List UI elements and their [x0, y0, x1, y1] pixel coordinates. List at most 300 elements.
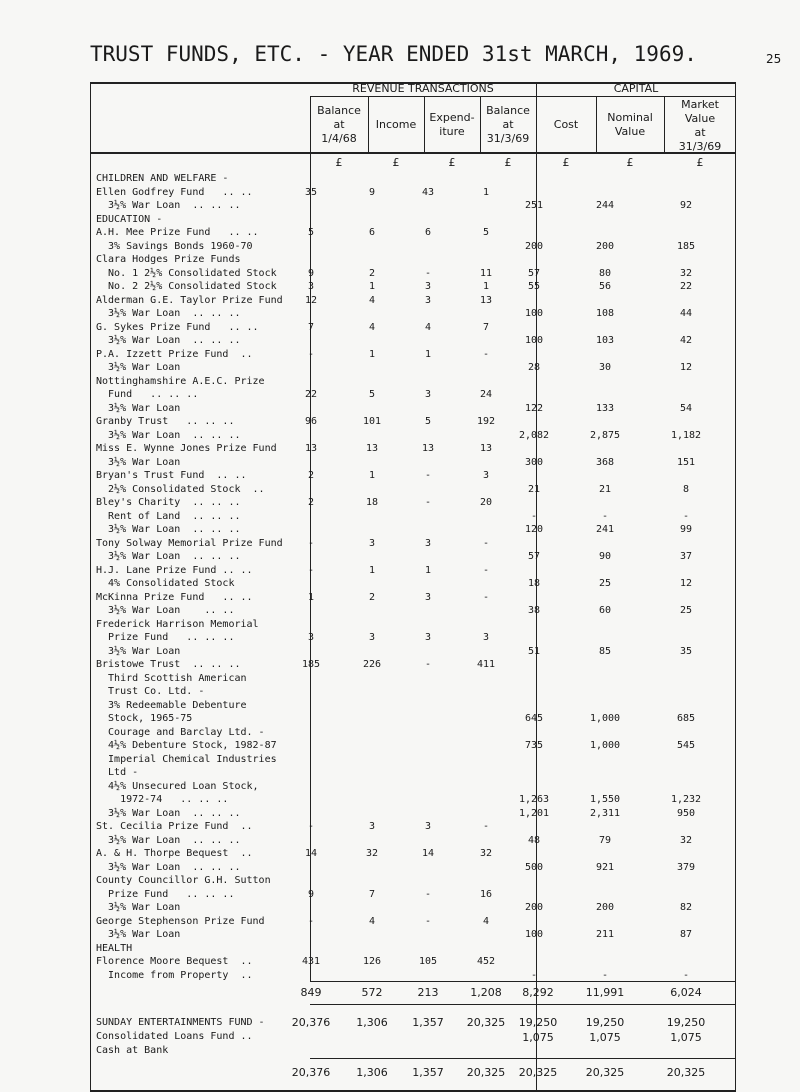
row-value: 32	[365, 848, 379, 859]
table-row	[0, 429, 736, 443]
row-value: 1,000	[589, 713, 621, 724]
row-value: 1,550	[589, 794, 621, 805]
column-header	[368, 118, 424, 132]
row-label: P.A. Izzett Prize Fund ..	[96, 348, 253, 360]
row-label: 3% Savings Bonds 1960-70	[96, 240, 253, 252]
row-value: 379	[676, 861, 696, 873]
row-value: 545	[676, 740, 696, 751]
row-value: 1,263	[518, 794, 550, 805]
table-row	[0, 348, 736, 362]
row-value: 32	[479, 848, 493, 859]
sunday-value: 1,075	[522, 1031, 554, 1044]
row-value: 56	[598, 281, 612, 292]
row-value: 1	[368, 470, 376, 481]
row-label: Ellen Godfrey Fund .. ..	[96, 186, 253, 198]
row-value: 57	[527, 551, 541, 562]
table-row	[0, 213, 736, 227]
row-label: Fund .. .. ..	[96, 389, 199, 400]
table-row	[0, 577, 736, 591]
row-label: Bryan's Trust Fund .. ..	[96, 470, 247, 481]
row-value: 43	[421, 186, 435, 198]
row-label: 3½% War Loan	[96, 929, 181, 940]
table-row	[0, 172, 736, 186]
page-number: 25	[766, 52, 782, 66]
table-row	[0, 766, 736, 780]
column-header-line: 1/4/68	[321, 132, 357, 145]
row-label: 4% Consolidated Stock	[96, 578, 235, 589]
row-label: 2½% Consolidated Stock ..	[96, 483, 265, 495]
row-value: 14	[304, 848, 318, 859]
column-header	[536, 118, 596, 132]
header-group-rule	[310, 96, 736, 97]
row-value: 100	[524, 929, 544, 940]
table-row	[0, 334, 736, 348]
row-label: Third Scottish American	[96, 672, 247, 684]
total-value: 1,208	[470, 986, 502, 999]
row-value: 211	[595, 929, 615, 940]
table-row	[0, 442, 736, 456]
row-value: 96	[304, 416, 318, 427]
table-row	[0, 753, 736, 767]
total-value: 8,292	[522, 986, 554, 999]
row-value: 200	[595, 902, 615, 913]
row-value: -	[424, 470, 432, 481]
row-label: Imperial Chemical Industries	[96, 753, 277, 765]
row-value: 20	[479, 497, 493, 508]
row-label: 3½% War Loan .. ..	[96, 605, 235, 616]
row-value: 735	[524, 740, 544, 751]
row-value: 25	[679, 605, 693, 616]
sunday-total-top-rule	[310, 1058, 736, 1059]
row-value: 6	[368, 227, 376, 238]
row-value: 9	[368, 186, 376, 198]
column-header-line: at	[694, 126, 706, 139]
row-value: 13	[479, 443, 493, 454]
consolidated-loans-label: Consolidated Loans Fund ..	[96, 1031, 253, 1042]
row-value: -	[307, 564, 315, 576]
table-row	[0, 591, 736, 605]
row-value: 11	[479, 267, 493, 279]
row-label: 4½% Debenture Stock, 1982-87	[96, 740, 277, 751]
table-row	[0, 861, 736, 875]
row-label: Income from Property ..	[96, 969, 253, 981]
row-value: 12	[679, 362, 693, 373]
row-value: 54	[679, 402, 693, 414]
row-label: Rent of Land .. .. ..	[96, 510, 241, 522]
row-value: 1	[482, 186, 490, 198]
row-value: 122	[524, 402, 544, 414]
column-header-line: at	[502, 118, 514, 131]
row-value: 3	[368, 821, 376, 832]
currency-symbol: £	[392, 156, 400, 169]
table-row	[0, 645, 736, 659]
column-header-line: Balance	[486, 104, 530, 117]
sunday-value: 20,376	[291, 1016, 331, 1029]
row-label: McKinna Prize Fund .. ..	[96, 591, 253, 603]
row-value: 1	[307, 591, 315, 603]
row-value: 12	[304, 294, 318, 306]
row-value: 2	[307, 497, 315, 508]
table-row	[0, 807, 736, 821]
row-label: 3½% War Loan .. .. ..	[96, 807, 241, 819]
row-value: 100	[524, 335, 544, 346]
row-value: 1,232	[670, 794, 702, 805]
row-value: 1	[368, 564, 376, 576]
sunday-value: 1,075	[589, 1031, 621, 1044]
table-row	[0, 199, 736, 213]
row-value: 90	[598, 551, 612, 562]
column-header-line: 31/3/69	[678, 140, 722, 153]
row-value: 2	[368, 591, 376, 603]
table-row	[0, 874, 736, 888]
row-label: 3½% War Loan	[96, 402, 181, 414]
sunday-value: 1,306	[356, 1016, 388, 1029]
column-header-line: iture	[439, 125, 465, 138]
sunday-value: 19,250	[585, 1016, 625, 1029]
row-value: 82	[679, 902, 693, 913]
row-value: 13	[479, 294, 493, 306]
row-value: 226	[362, 659, 382, 670]
table-row	[0, 712, 736, 726]
row-value: 3	[368, 632, 376, 643]
row-value: -	[530, 510, 538, 522]
row-value: 1	[424, 564, 432, 576]
table-row	[0, 415, 736, 429]
row-value: 2	[307, 470, 315, 481]
row-value: 5	[482, 227, 490, 238]
table-row	[0, 955, 736, 969]
row-value: -	[424, 497, 432, 508]
row-value: -	[482, 591, 490, 603]
row-value: 100	[524, 308, 544, 319]
row-value: -	[424, 659, 432, 670]
row-value: 500	[524, 861, 544, 873]
table-row	[0, 280, 736, 294]
row-value: 241	[595, 524, 615, 535]
row-label: George Stephenson Prize Fund	[96, 915, 265, 927]
row-label: Ltd -	[96, 767, 139, 778]
row-label: Prize Fund .. .. ..	[96, 632, 235, 643]
column-header-line: at	[333, 118, 345, 131]
row-label: H.J. Lane Prize Fund .. ..	[96, 564, 253, 576]
row-value: 200	[595, 240, 615, 252]
row-value: 645	[524, 713, 544, 724]
table-row	[0, 361, 736, 375]
table-row	[0, 928, 736, 942]
row-value: 9	[307, 267, 315, 279]
column-header	[424, 111, 480, 139]
table-row	[0, 631, 736, 645]
row-value: 22	[679, 281, 693, 292]
column-header-line: Value	[684, 112, 716, 125]
row-value: 13	[304, 443, 318, 454]
row-value: 55	[527, 281, 541, 292]
row-value: 431	[301, 956, 321, 967]
row-value: 5	[424, 416, 432, 427]
column-header-line: Value	[614, 125, 646, 138]
row-value: 4	[368, 294, 376, 306]
table-row	[0, 739, 736, 753]
row-value: 1	[424, 348, 432, 360]
row-label: CHILDREN AND WELFARE -	[96, 173, 229, 184]
table-row	[0, 969, 736, 983]
table-row	[0, 186, 736, 200]
table-row	[0, 672, 736, 686]
row-label: No. 1 2½% Consolidated Stock	[96, 267, 277, 279]
row-value: 411	[476, 659, 496, 670]
column-header-line: Nominal	[607, 111, 653, 124]
total-value: 849	[300, 986, 322, 999]
column-header-line: Cost	[553, 118, 579, 131]
row-value: 51	[527, 645, 541, 657]
row-value: 452	[476, 956, 496, 967]
row-value: 32	[679, 267, 693, 279]
row-value: 2,875	[589, 429, 621, 441]
table-row	[0, 901, 736, 915]
row-value: 6	[424, 227, 432, 238]
row-value: 38	[527, 605, 541, 616]
row-value: 4	[424, 321, 432, 333]
row-value: 3	[424, 821, 432, 832]
table-row	[0, 699, 736, 713]
row-value: 8	[682, 483, 690, 495]
row-value: 1,000	[589, 740, 621, 751]
table-row	[0, 402, 736, 416]
row-value: -	[482, 821, 490, 832]
table-row	[0, 550, 736, 564]
row-value: 5	[307, 227, 315, 238]
capital-heading: CAPITAL	[613, 82, 659, 95]
row-value: 1	[482, 281, 490, 292]
row-value: 60	[598, 605, 612, 616]
table-row	[0, 888, 736, 902]
row-value: -	[482, 348, 490, 360]
row-value: -	[530, 969, 538, 981]
row-value: -	[482, 564, 490, 576]
row-value: 3	[307, 632, 315, 643]
row-value: 25	[598, 578, 612, 589]
row-value: 57	[527, 267, 541, 279]
row-label: 3½% War Loan .. .. ..	[96, 335, 241, 346]
row-value: 7	[368, 888, 376, 900]
revenue-transactions-heading: REVENUE TRANSACTIONS	[352, 82, 494, 95]
row-value: 200	[524, 902, 544, 913]
row-value: 3	[424, 281, 432, 292]
table-row	[0, 726, 736, 740]
row-value: 105	[418, 956, 438, 967]
row-value: 950	[676, 807, 696, 819]
row-label: 3½% War Loan .. .. ..	[96, 551, 241, 562]
row-value: 3	[424, 294, 432, 306]
row-label: 3½% War Loan .. .. ..	[96, 861, 241, 873]
sunday-value: 1,357	[412, 1016, 444, 1029]
table-row	[0, 226, 736, 240]
row-value: 37	[679, 551, 693, 562]
table-row	[0, 618, 736, 632]
table-row	[0, 240, 736, 254]
row-label: HEALTH	[96, 942, 133, 954]
column-header	[596, 111, 664, 139]
sunday-value: 20,325	[466, 1016, 506, 1029]
row-label: 3½% War Loan .. .. ..	[96, 200, 241, 211]
row-value: 101	[362, 416, 382, 427]
row-value: 368	[595, 456, 615, 468]
row-label: 4½% Unsecured Loan Stock,	[96, 780, 259, 792]
totals-bottom-rule	[310, 1004, 736, 1005]
row-value: -	[307, 915, 315, 927]
row-value: 22	[304, 389, 318, 400]
row-value: 185	[301, 659, 321, 670]
column-header-line: Expend-	[429, 111, 475, 124]
row-value: -	[601, 510, 609, 522]
column-header	[664, 98, 736, 154]
row-value: 2,082	[518, 429, 550, 441]
table-row	[0, 321, 736, 335]
row-label: Trust Co. Ltd. -	[96, 686, 205, 697]
table-row	[0, 834, 736, 848]
table-row	[0, 510, 736, 524]
row-label: A. & H. Thorpe Bequest ..	[96, 848, 253, 859]
currency-symbol: £	[448, 156, 456, 169]
table-row	[0, 267, 736, 281]
row-value: 1	[368, 281, 376, 292]
row-value: 3	[482, 470, 490, 481]
row-value: 103	[595, 335, 615, 346]
row-value: -	[424, 267, 432, 279]
row-value: 18	[365, 497, 379, 508]
row-value: 44	[679, 308, 693, 319]
row-value: -	[482, 537, 490, 549]
row-label: Tony Solway Memorial Prize Fund	[96, 537, 283, 549]
row-label: EDUCATION -	[96, 213, 163, 225]
table-row	[0, 496, 736, 510]
row-label: Granby Trust .. .. ..	[96, 416, 235, 427]
page-title: TRUST FUNDS, ETC. - YEAR ENDED 31st MARCH, 1969.	[90, 42, 697, 66]
row-value: -	[424, 915, 432, 927]
column-header-line: Balance	[317, 104, 361, 117]
sunday-total-value: 20,325	[466, 1066, 506, 1079]
row-label: G. Sykes Prize Fund .. ..	[96, 321, 259, 333]
column-header-line: 31/3/69	[486, 132, 530, 145]
row-value: 192	[476, 416, 496, 427]
table-row	[0, 820, 736, 834]
row-value: 3	[424, 537, 432, 549]
column-header	[480, 104, 536, 146]
sunday-total-value: 20,325	[666, 1066, 706, 1079]
row-value: -	[307, 537, 315, 549]
total-value: 11,991	[585, 986, 625, 999]
total-value: 572	[361, 986, 383, 999]
table-row	[0, 942, 736, 956]
row-value: 3	[424, 389, 432, 400]
row-value: 18	[527, 578, 541, 589]
row-label: Stock, 1965-75	[96, 713, 193, 724]
sunday-total-value: 20,325	[518, 1066, 558, 1079]
row-value: 42	[679, 335, 693, 346]
table-row	[0, 253, 736, 267]
row-value: 7	[482, 321, 490, 333]
row-value: -	[307, 348, 315, 360]
row-value: 32	[679, 834, 693, 846]
row-value: 921	[595, 861, 615, 873]
currency-symbol: £	[696, 156, 704, 169]
row-value: 5	[368, 389, 376, 400]
table-row	[0, 780, 736, 794]
row-value: 12	[679, 578, 693, 589]
row-value: 99	[679, 524, 693, 535]
row-value: 200	[524, 240, 544, 252]
row-label: Florence Moore Bequest ..	[96, 956, 253, 967]
table-row	[0, 564, 736, 578]
row-label: 1972-74 .. .. ..	[96, 794, 229, 805]
row-value: 120	[524, 524, 544, 535]
row-label: No. 2 2½% Consolidated Stock	[96, 281, 277, 292]
sunday-total-value: 1,357	[412, 1066, 444, 1079]
row-label: 3½% War Loan .. .. ..	[96, 524, 241, 535]
sunday-total-value: 1,306	[356, 1066, 388, 1079]
total-value: 6,024	[670, 986, 702, 999]
row-value: -	[682, 969, 690, 981]
row-value: 2	[368, 267, 376, 279]
table-row	[0, 847, 736, 861]
table-row	[0, 388, 736, 402]
row-value: 87	[679, 929, 693, 940]
sunday-fund-label: SUNDAY ENTERTAINMENTS FUND -	[96, 1017, 265, 1028]
row-label: Bley's Charity .. .. ..	[96, 497, 241, 508]
row-value: 92	[679, 200, 693, 211]
row-value: 4	[368, 915, 376, 927]
row-value: 3	[482, 632, 490, 643]
row-value: 251	[524, 200, 544, 211]
row-label: Prize Fund .. .. ..	[96, 888, 235, 900]
row-value: -	[682, 510, 690, 522]
row-label: Miss E. Wynne Jones Prize Fund	[96, 443, 277, 454]
column-header-line: Market	[681, 98, 719, 111]
row-label: Nottinghamshire A.E.C. Prize	[96, 375, 265, 387]
table-row	[0, 456, 736, 470]
column-header	[310, 104, 368, 146]
table-row	[0, 915, 736, 929]
row-label: St. Cecilia Prize Fund ..	[96, 821, 253, 832]
row-label: 3½% War Loan .. .. ..	[96, 834, 241, 846]
table-row	[0, 523, 736, 537]
row-value: 24	[479, 389, 493, 400]
currency-symbol: £	[504, 156, 512, 169]
row-value: 185	[676, 240, 696, 252]
row-label: 3½% War Loan	[96, 902, 181, 913]
row-label: Alderman G.E. Taylor Prize Fund	[96, 294, 283, 306]
row-value: 151	[676, 456, 696, 468]
sunday-total-value: 20,376	[291, 1066, 331, 1079]
row-value: -	[424, 888, 432, 900]
row-label: Bristowe Trust .. .. ..	[96, 659, 241, 670]
row-value: 1,182	[670, 429, 702, 441]
table-row	[0, 294, 736, 308]
row-value: 30	[598, 362, 612, 373]
row-label: A.H. Mee Prize Fund .. ..	[96, 227, 259, 238]
row-value: 3	[424, 591, 432, 603]
row-value: 48	[527, 834, 541, 846]
row-label: Frederick Harrison Memorial	[96, 618, 259, 630]
table-row	[0, 375, 736, 389]
row-value: 35	[304, 186, 318, 198]
currency-symbol: £	[335, 156, 343, 169]
header-bottom-rule	[90, 152, 736, 154]
currency-symbol: £	[562, 156, 570, 169]
row-value: 9	[307, 888, 315, 900]
row-value: 79	[598, 834, 612, 846]
row-value: 1,201	[518, 807, 550, 819]
